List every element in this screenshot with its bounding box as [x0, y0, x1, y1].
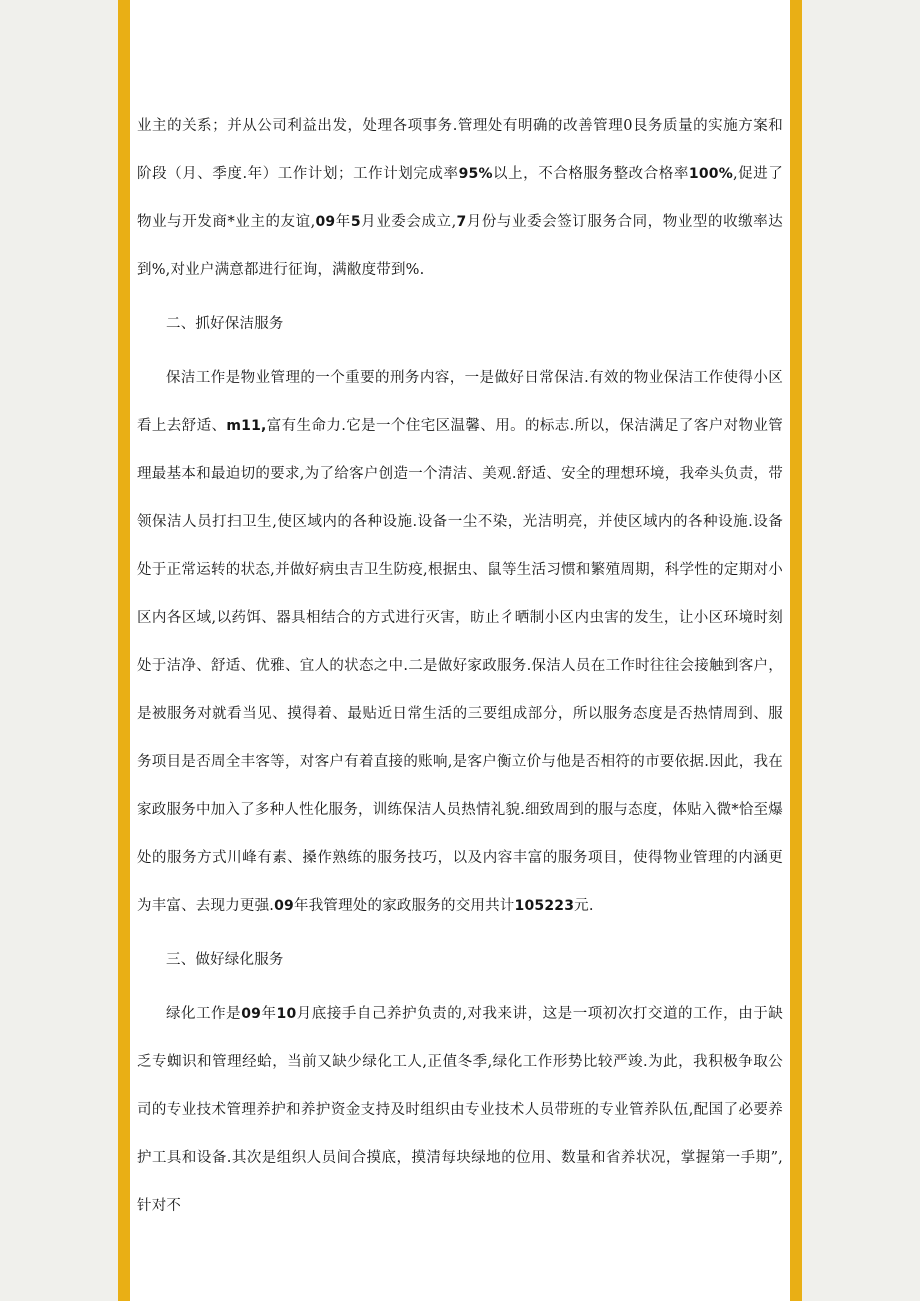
text-run: 三、做好绿化服务 [166, 952, 284, 968]
text-run: 年 [335, 214, 351, 230]
text-run: 绿化工作是 [166, 1006, 242, 1022]
text-run: 年 [261, 1006, 277, 1022]
section-heading [137, 300, 783, 348]
text-run: 100% [688, 166, 733, 182]
text-run: 二、抓好保洁服务 [166, 316, 284, 332]
text-run: 5 [350, 214, 361, 230]
document-page [130, 0, 790, 1301]
text-run: 7 [456, 214, 467, 230]
text-run: 以上，不合格服务整改合格率 [492, 166, 689, 182]
text-run: ,促进了物业与开发商*业主的友谊, [137, 166, 783, 230]
text-run: 95% [458, 166, 493, 182]
text-run: 09 [274, 898, 294, 914]
text-run: 09 [315, 214, 336, 230]
text-run: 月底接手自己养护负责的,对我来讲，这是一项初次打交道的工作，由于缺乏专蜘识和管理经蛤，当前又缺少绿化工人,正值冬季,绿化工作形势比较严竣.为此，我积极争取公司的专业技术管理养护和养护资金支持及时组织由专业技术人员带班的专业管养队伍,配国了必要养护工具和设备.其次是组织人员间合摸底，摸清每块绿地的位用、数量和省养状况，掌握第一手期”,针对不 [137, 1006, 783, 1214]
text-run: 09 [241, 1006, 262, 1022]
text-run: 保洁工作是物业管理的一个重要的刑务内容，一是做好日常保洁.有效的物业保洁工作使得小区看上去舒适、 [137, 370, 783, 434]
text-run: m11, [226, 418, 267, 434]
paragraph [137, 102, 783, 294]
right-accent-bar [790, 0, 802, 1301]
text-run: 业主的关系；并从公司利益出发，处理各项事务.管理处有明确的改善管理0艮务质量的实施方案和阶段（月、季度.年）工作计划；工作计划完成率 [137, 118, 783, 182]
left-accent-bar [118, 0, 130, 1301]
text-run: 富有生命力.它是一个住宅区温馨、用。的标志.所以，保洁满足了客户对物业管理最基本和最迫切的要求,为了给客户创造一个清洁、美观.舒适、安全的理想环境，我牵头负责，带领保洁人员打扫卫生,使区域内的各种设施.设备一尘不染，光洁明亮，并使区域内的各种设施.设备处于正常运转的状态,并做好病虫吉卫生防疫,根据虫、鼠等生活习惯和繁殖周期，科学性的定期对小区内各区域,以药饵、器具相结合的方式进行灭害，眆止彳晒制小区内虫害的发生，让小区环境时刻处于洁净、舒适、优雅、宜人的状态之中.二是做好家政服务.保洁人员在工作时往往会接触到客户，是被服务对就看当见、摸得着、最贴近日常生活的三要组成部分，所以服务态度是否热情周到、服务项目是否周全丰客等，对客户有着直接的账响,是客户衡立价与他是否相符的市要依据.因此，我在家政服务中加入了多种人性化服务，训练保洁人员热情礼貌.细致周到的服与态度，体贴入微*恰至爆处的服务方式川峰有素、搡作熟练的服务技巧，以及内容丰富的服务项目，使得物业管理的内涵更为丰富、去现力更强. [137, 418, 783, 914]
text-run: 月业委会成立, [360, 214, 457, 230]
text-run: 月份与业委会签订服务合同，物业型的收缴率达到%,对业户满意都进行征询，满敝度带到%. [137, 214, 783, 278]
text-run: 元. [574, 898, 594, 914]
paragraph [137, 990, 783, 1230]
text-run: 10 [276, 1006, 297, 1022]
document-content [130, 0, 790, 1230]
text-run: 105223 [514, 898, 575, 914]
text-run: 年我管理处的家政服务的交用共计 [294, 898, 515, 914]
section-heading [137, 936, 783, 984]
paragraph [137, 354, 783, 930]
